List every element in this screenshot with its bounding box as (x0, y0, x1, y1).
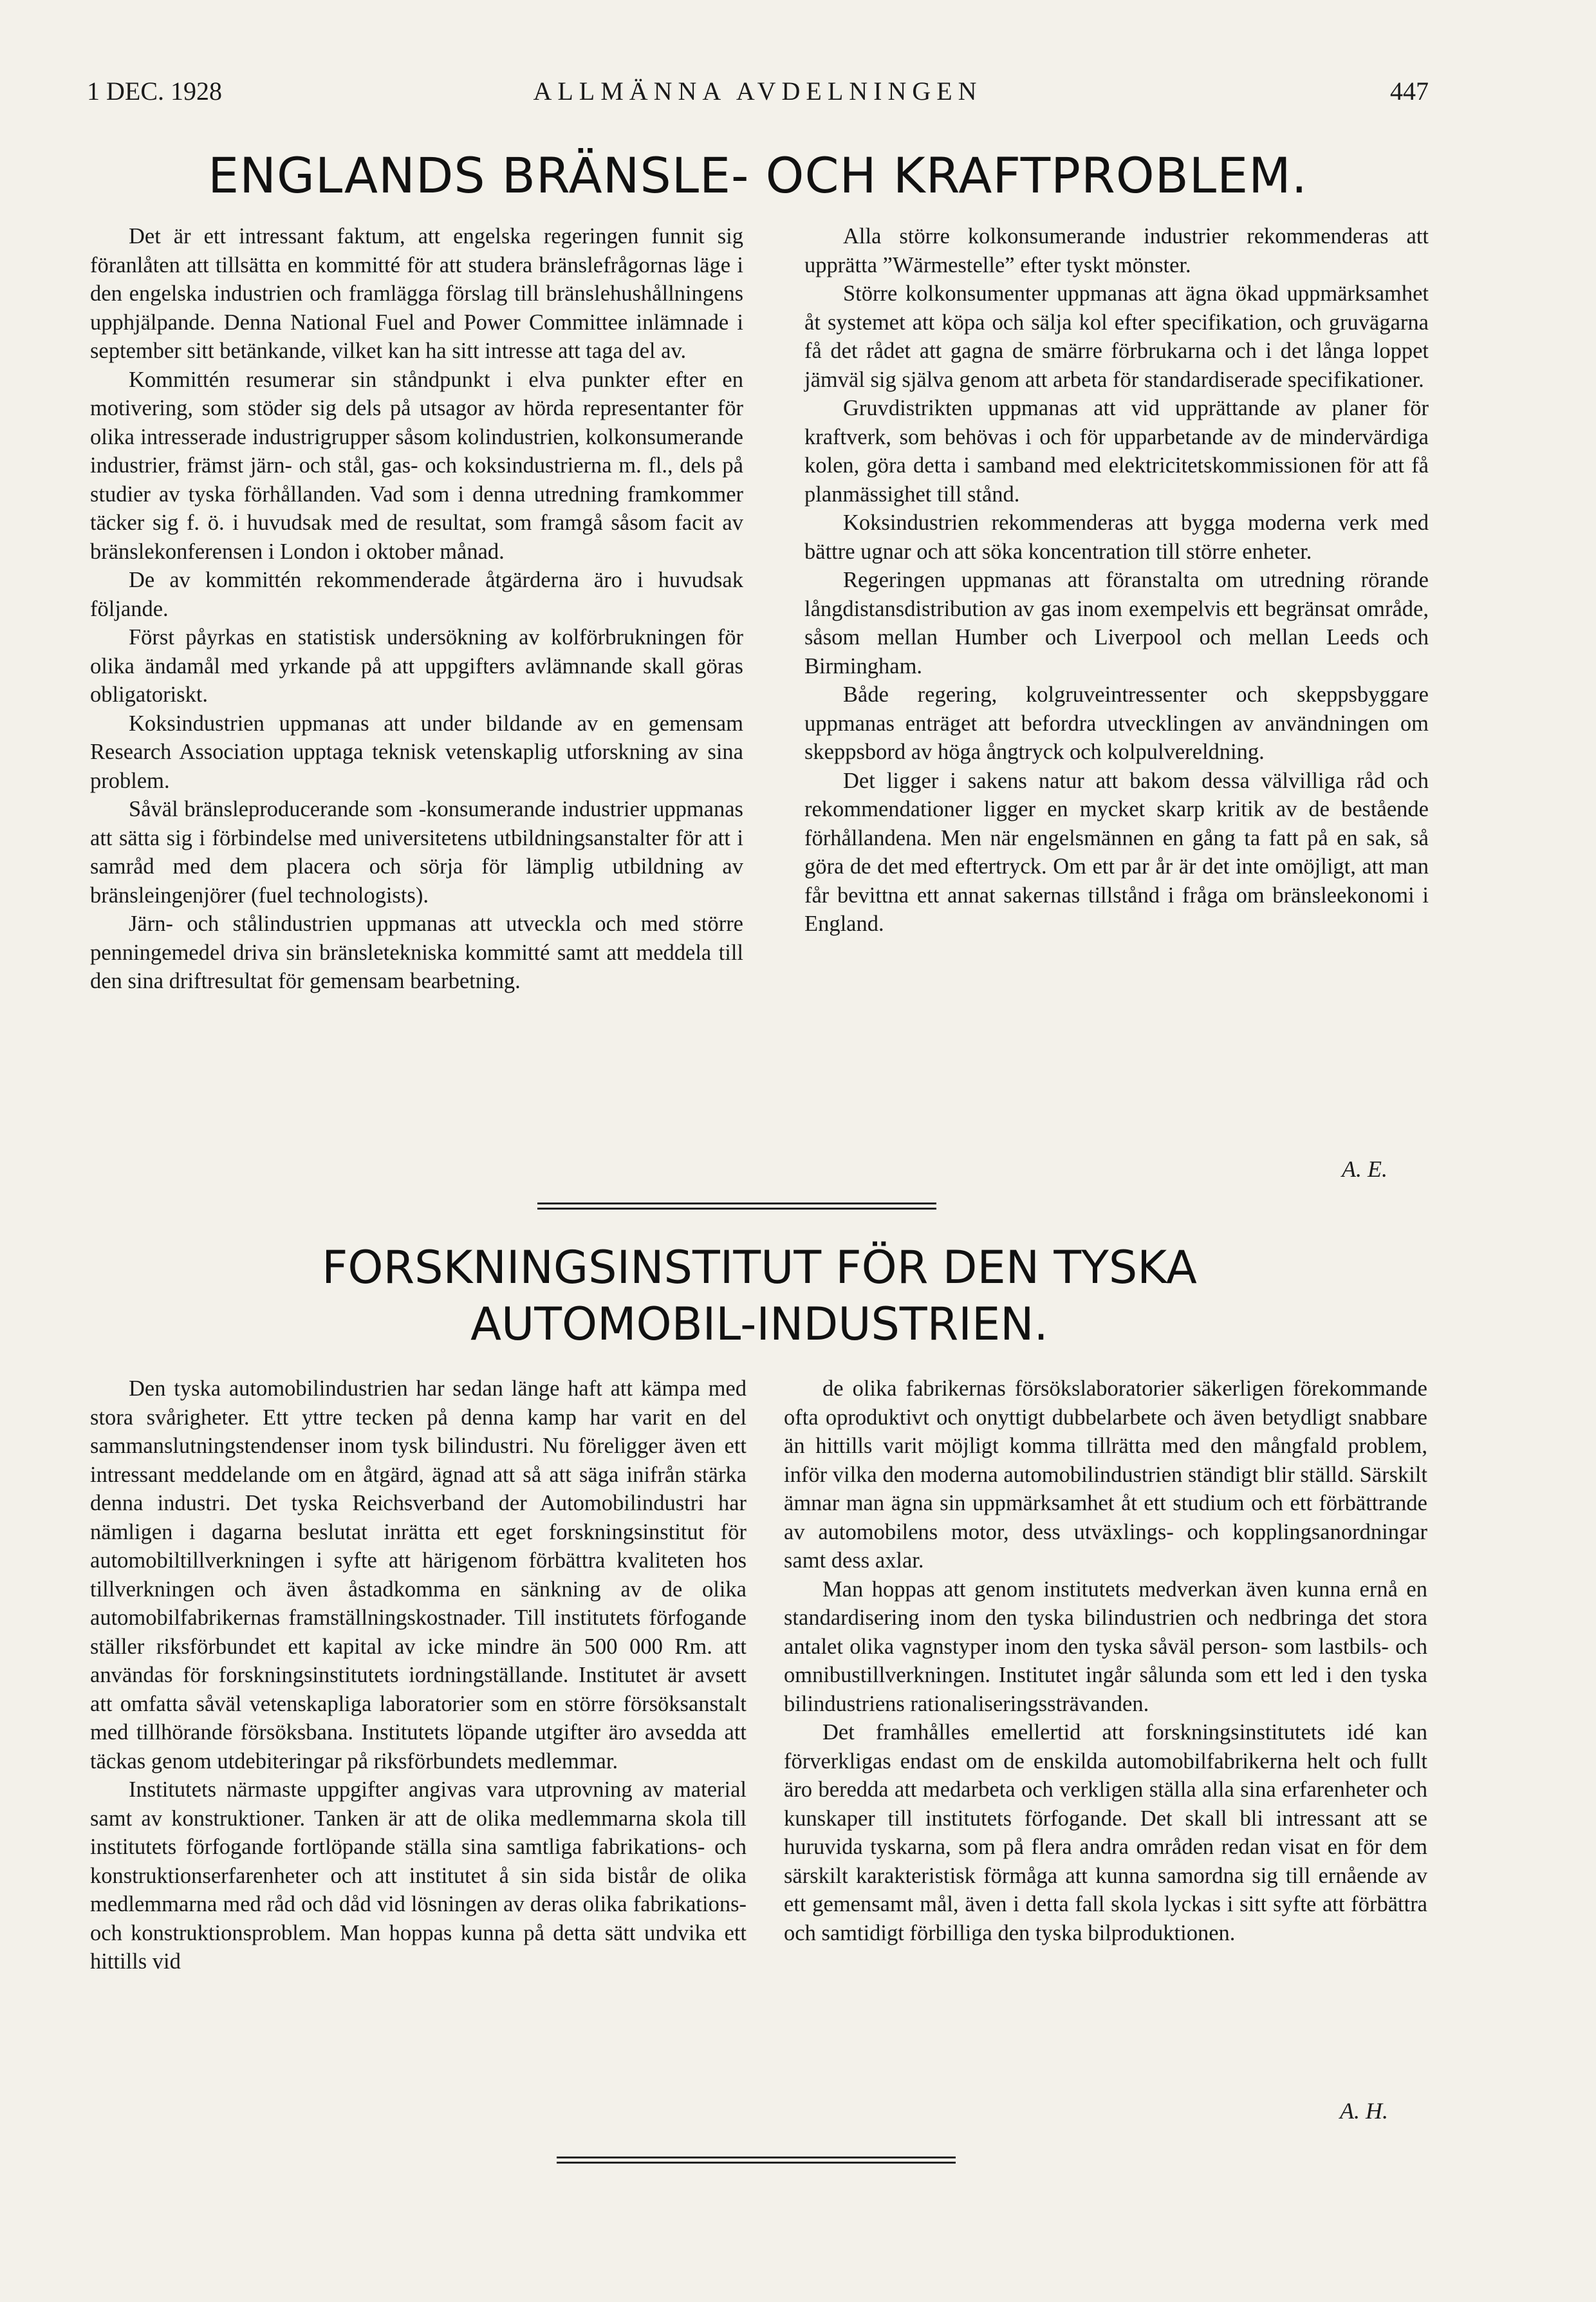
article1-paragraph: Både regering, kolgruveintressenter och skeppsbyggare uppmanas enträget att befordra utvecklingen av användningen om skeppsbord av höga ångtryck och kolpulvereldning. (804, 682, 1429, 764)
header-date: 1 DEC. 1928 (87, 77, 222, 106)
article1-paragraph: Gruvdistrikten uppmanas att vid upprättande av planer för kraftverk, som behövas i och för upparbetande av de mindervärdiga kolen, göra detta i samband med elektricitetskommissionen för att få planmässighet till stånd. (804, 396, 1429, 507)
header-section: ALLMÄNNA AVDELNINGEN (533, 77, 983, 106)
article1-title: ENGLANDS BRÄNSLE- OCH KRAFTPROBLEM. (208, 147, 1308, 204)
article2-column-right (784, 1374, 1427, 1947)
article1-paragraph: Större kolkonsumenter uppmanas att ägna ökad uppmärksamhet åt systemet att köpa och sälja kol efter specifikation, och gruvägarna få det rådet att gagna de smärre förbrukarna och i det långa loppet jämväl sig själva genom att arbeta för standardiserade specifikationer. (804, 281, 1429, 392)
article1-paragraph: Koksindustrien uppmanas att under bildande av en gemensam Research Association upptaga teknisk vetenskaplig utforskning av sina problem. (90, 711, 743, 793)
article1-paragraph: Det är ett intressant faktum, att engelska regeringen funnit sig föranlåten att tillsätta en kommitté för att studera bränslefrågornas läge i den engelska industrien och framlägga förslag till bränslehushållningens upphjälpande. Denna National Fuel and Power Committee inlämnade i september sitt betänkande, vilket kan ha sitt intresse att taga del av. (90, 224, 743, 363)
article2-paragraph: de olika fabrikernas försökslaboratorier säkerligen förekommande ofta oproduktivt och onyttigt dubbelarbete och även betydligt snabbare än hittills varit möjligt komma tillrätta med den mångfald problem, inför vilka den moderna automobilindustrien ständigt blir ställd. Särskilt ämnar man ägna sin uppmärksamhet åt ett studium och ett förbättrande av automobilens motor, dess utväxlings- och kopplingsanordningar samt dess axlar. (784, 1376, 1427, 1573)
page-number: 447 (1390, 77, 1429, 106)
running-header (87, 76, 1429, 115)
divider-rule (557, 2157, 956, 2158)
article2-paragraph: Det framhålles emellertid att forskningsinstitutets idé kan förverkligas endast om de enskilda automobilfabrikerna helt och fullt äro beredda att medarbeta och verkligen ställa alla sina erfarenheter och kunskaper till institutets förfogande. Det skall bli intressant att se huruvida tyskarna, som på flera andra områden redan visat en för dem särskilt karakteristisk förmåga att kunna samordna sig till ernående av ett gemensamt mål, även i detta fall skola lyckas i sitt syfte att förbättra och samtidigt förbilliga den tyska bilproduktionen. (784, 1720, 1427, 1945)
article1-paragraph: Alla större kolkonsumerande industrier rekommenderas att upprätta ”Wärmestelle” efter tyskt mönster. (804, 224, 1429, 277)
article1-paragraph: Kommittén resumerar sin ståndpunkt i elva punkter efter en motivering, som stöder sig dels på utsagor av hörda representanter för olika intresserade industrigrupper såsom kolindustrien, kolkonsumerande industrier, främst järn- och stål, gas- och koksindustrierna m. fl., dels på studier av tyska förhållanden. Vad som i denna utredning framkommer täcker sig f. ö. i huvudsak med de resultat, som framgå såsom facit av bränslekonferensen i London i oktober månad. (90, 367, 743, 564)
article1-paragraph: Först påyrkas en statistisk undersökning av kolförbrukningen för olika ändamål med yrkande på att uppgifters avlämnande skall göras obligatoriskt. (90, 625, 743, 707)
article1-signature: A. E. (1342, 1156, 1387, 1182)
article1-paragraph: Det ligger i sakens natur att bakom dessa välvilliga råd och rekommendationer ligger en mycket skarp kritik av de bestående förhållandena. Men när engelsmännen en gång ta fatt på en sak, så göra de det med eftertryck. Om ett par år är det inte omöjligt, att man får bevittna ett annat sakernas tillstånd i fråga om bränsleekonomi i England. (804, 768, 1429, 936)
article2-column-left (90, 1374, 747, 1976)
divider-rule (537, 1208, 936, 1210)
article2-paragraph: Den tyska automobilindustrien har sedan länge haft att kämpa med stora svårigheter. Ett yttre tecken på denna kamp har varit en del sammanslutningstendenser inom tysk bilindustri. Nu föreligger även ett intressant meddelande om en åtgärd, ägnad att så att säga inifrån stärka denna industri. Det tyska Reichsverband der Automobilindustri har nämligen i dagarna beslutat inrätta ett eget forskningsinstitut för automobiltillverkningen i syfte att härigenom förbättra kvaliteten hos tillverkningen och även åstadkomma en sänkning av de olika automobilfabrikernas framställningskostnader. Till institutets förfogande ställer riksförbundet ett kapital av icke mindre än 500 000 Rm. att användas för forskningsinstitutets iordningställande. Institutet är avsett att omfatta såväl vetenskapliga laboratorier som en större försöksanstalt med tillhörande försöksbana. Institutets löpande utgifter äro avsedda att täckas genom utdebiteringar på riksförbundets medlemmar. (90, 1376, 747, 1773)
article1-paragraph: Regeringen uppmanas att föranstalta om utredning rörande långdistansdistribution av gas inom exempelvis ett begränsat område, såsom mellan Humber och Liverpool och mellan Leeds och Birmingham. (804, 568, 1429, 678)
article1-column-left (90, 222, 743, 996)
article2-title: FORSKNINGSINSTITUT FÖR DEN TYSKA AUTOMOBIL-INDUSTRIEN. (322, 1241, 1197, 1351)
divider-rule (557, 2162, 956, 2164)
divider-rule (537, 1202, 936, 1204)
article1-paragraph: De av kommittén rekommenderade åtgärderna äro i huvudsak följande. (90, 568, 743, 621)
article1-paragraph: Järn- och stålindustrien uppmanas att utveckla och med större penningemedel driva sin bränsletekniska kommitté samt att meddela till den sina driftresultat för gemensam bearbetning. (90, 912, 743, 993)
article2-paragraph: Institutets närmaste uppgifter angivas vara utprovning av material samt av konstruktioner. Tanken är att de olika medlemmarna skola till institutets förfogande fortlöpande ställa sina samtliga fabrikations- och konstruktionserfarenheter och att institutet å sin sida bistår de olika medlemmarna med råd och dåd vid lösningen av deras olika fabrikations- och konstruktionsproblem. Man hoppas kunna på detta sätt undvika ett hittills vid (90, 1777, 747, 1974)
article2-paragraph: Man hoppas att genom institutets medverkan även kunna ernå en standardisering inom den tyska bilindustrien och nedbringa det stora antalet olika vagnstyper inom den tyska såväl person- som lastbils- och omnibustillverkningen. Institutet ingår sålunda som ett led i den tyska bilindustriens rationaliseringssträvanden. (784, 1577, 1427, 1716)
article2-signature: A. H. (1340, 2098, 1388, 2124)
article1-paragraph: Koksindustrien rekommenderas att bygga moderna verk med bättre ugnar och att söka koncentration till större enheter. (804, 510, 1429, 564)
article1-paragraph: Såväl bränsleproducerande som -konsumerande industrier uppmanas att sätta sig i förbindelse med universitetens utbildningsanstalter för att i samråd med dem placera och sörja för lämplig utbildning av bränsleingenjörer (fuel technologists). (90, 797, 743, 908)
article1-column-right (804, 222, 1429, 939)
